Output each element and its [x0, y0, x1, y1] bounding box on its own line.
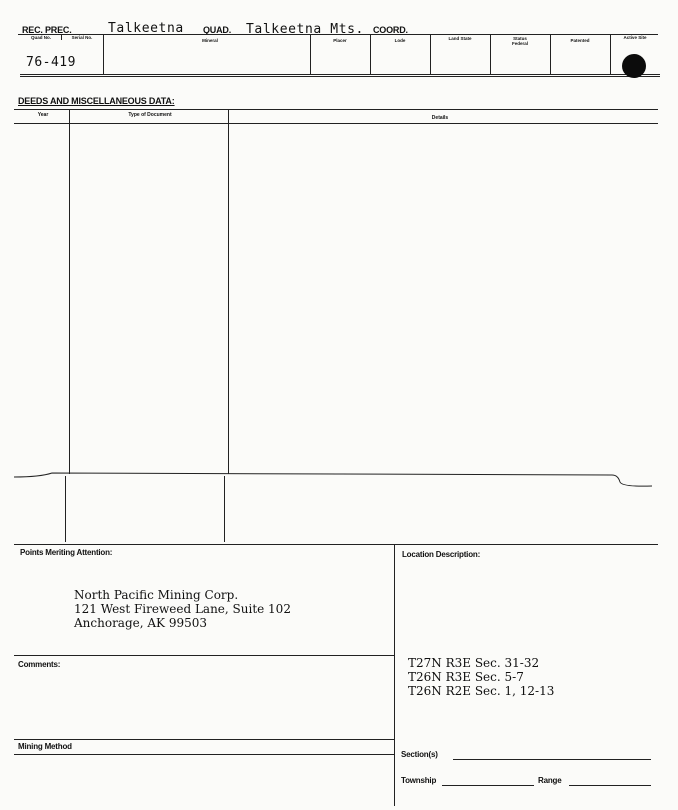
- col-divider: [610, 34, 611, 74]
- comments-label: Comments:: [18, 660, 61, 669]
- col-active-site: Active Site: [623, 35, 647, 40]
- rec-prec-value: Talkeetna: [108, 21, 184, 36]
- record-row-bottom: [20, 74, 660, 75]
- col-details: Details: [431, 115, 449, 121]
- sections-field-line: [453, 759, 651, 760]
- header-rule: [18, 34, 658, 35]
- col-land-state: Land State: [448, 36, 472, 41]
- col-status-federal: Status Federal: [511, 36, 528, 46]
- deeds-divider-type: [228, 109, 229, 474]
- quad-value: Talkeetna Mts.: [246, 22, 364, 37]
- mining-method-label: Mining Method: [18, 742, 72, 751]
- township-label: Township: [401, 776, 437, 785]
- location-label: Location Description:: [402, 550, 481, 559]
- quad-label: QUAD.: [203, 25, 231, 35]
- range-label: Range: [538, 776, 562, 785]
- deeds-divider-year: [69, 109, 70, 474]
- col-divider: [61, 34, 62, 40]
- rec-prec-label: REC. PREC.: [22, 25, 72, 35]
- col-divider: [103, 34, 104, 74]
- location-lines: T27N R3E Sec. 31-32 T26N R3E Sec. 5-7 T26N R2E Sec. 1, 12-13: [408, 656, 555, 698]
- col-divider: [370, 34, 371, 74]
- paper-seam: [0, 466, 678, 494]
- deeds-rule-header: [14, 123, 658, 124]
- sections-label: Section(s): [401, 750, 438, 759]
- col-placer: Placer: [333, 38, 347, 43]
- col-mineral: Mineral: [202, 38, 218, 43]
- deeds-rule-top: [14, 109, 658, 110]
- mining-rule: [14, 739, 394, 740]
- points-address: North Pacific Mining Corp. 121 West Fireweed Lane, Suite 102 Anchorage, AK 99503: [74, 588, 291, 630]
- col-divider: [490, 34, 491, 74]
- col-patented: Patented: [570, 38, 590, 43]
- township-field-line: [442, 785, 534, 786]
- range-field-line: [569, 785, 651, 786]
- record-row-bottom-double: [20, 76, 660, 77]
- col-year: Year: [37, 112, 49, 118]
- points-label: Points Meriting Attention:: [20, 548, 113, 557]
- bottom-center-divider: [394, 544, 395, 806]
- deeds-title: DEEDS AND MISCELLANEOUS DATA:: [18, 96, 175, 106]
- col-type-of-document: Type of Document: [128, 112, 172, 118]
- col-lode: Lode: [394, 38, 406, 43]
- col-divider: [430, 34, 431, 74]
- coord-label: COORD.: [373, 25, 408, 35]
- col-divider: [550, 34, 551, 74]
- mining-field-rule: [14, 754, 394, 755]
- bottom-rule-top: [14, 544, 658, 545]
- col-serial-no: Serial No.: [71, 35, 93, 40]
- comments-rule: [14, 655, 394, 656]
- col-divider: [310, 34, 311, 74]
- active-site-dot: [622, 54, 646, 78]
- quad-serial-value: 76-419: [26, 55, 76, 70]
- col-quad-no: Quad No.: [31, 35, 51, 40]
